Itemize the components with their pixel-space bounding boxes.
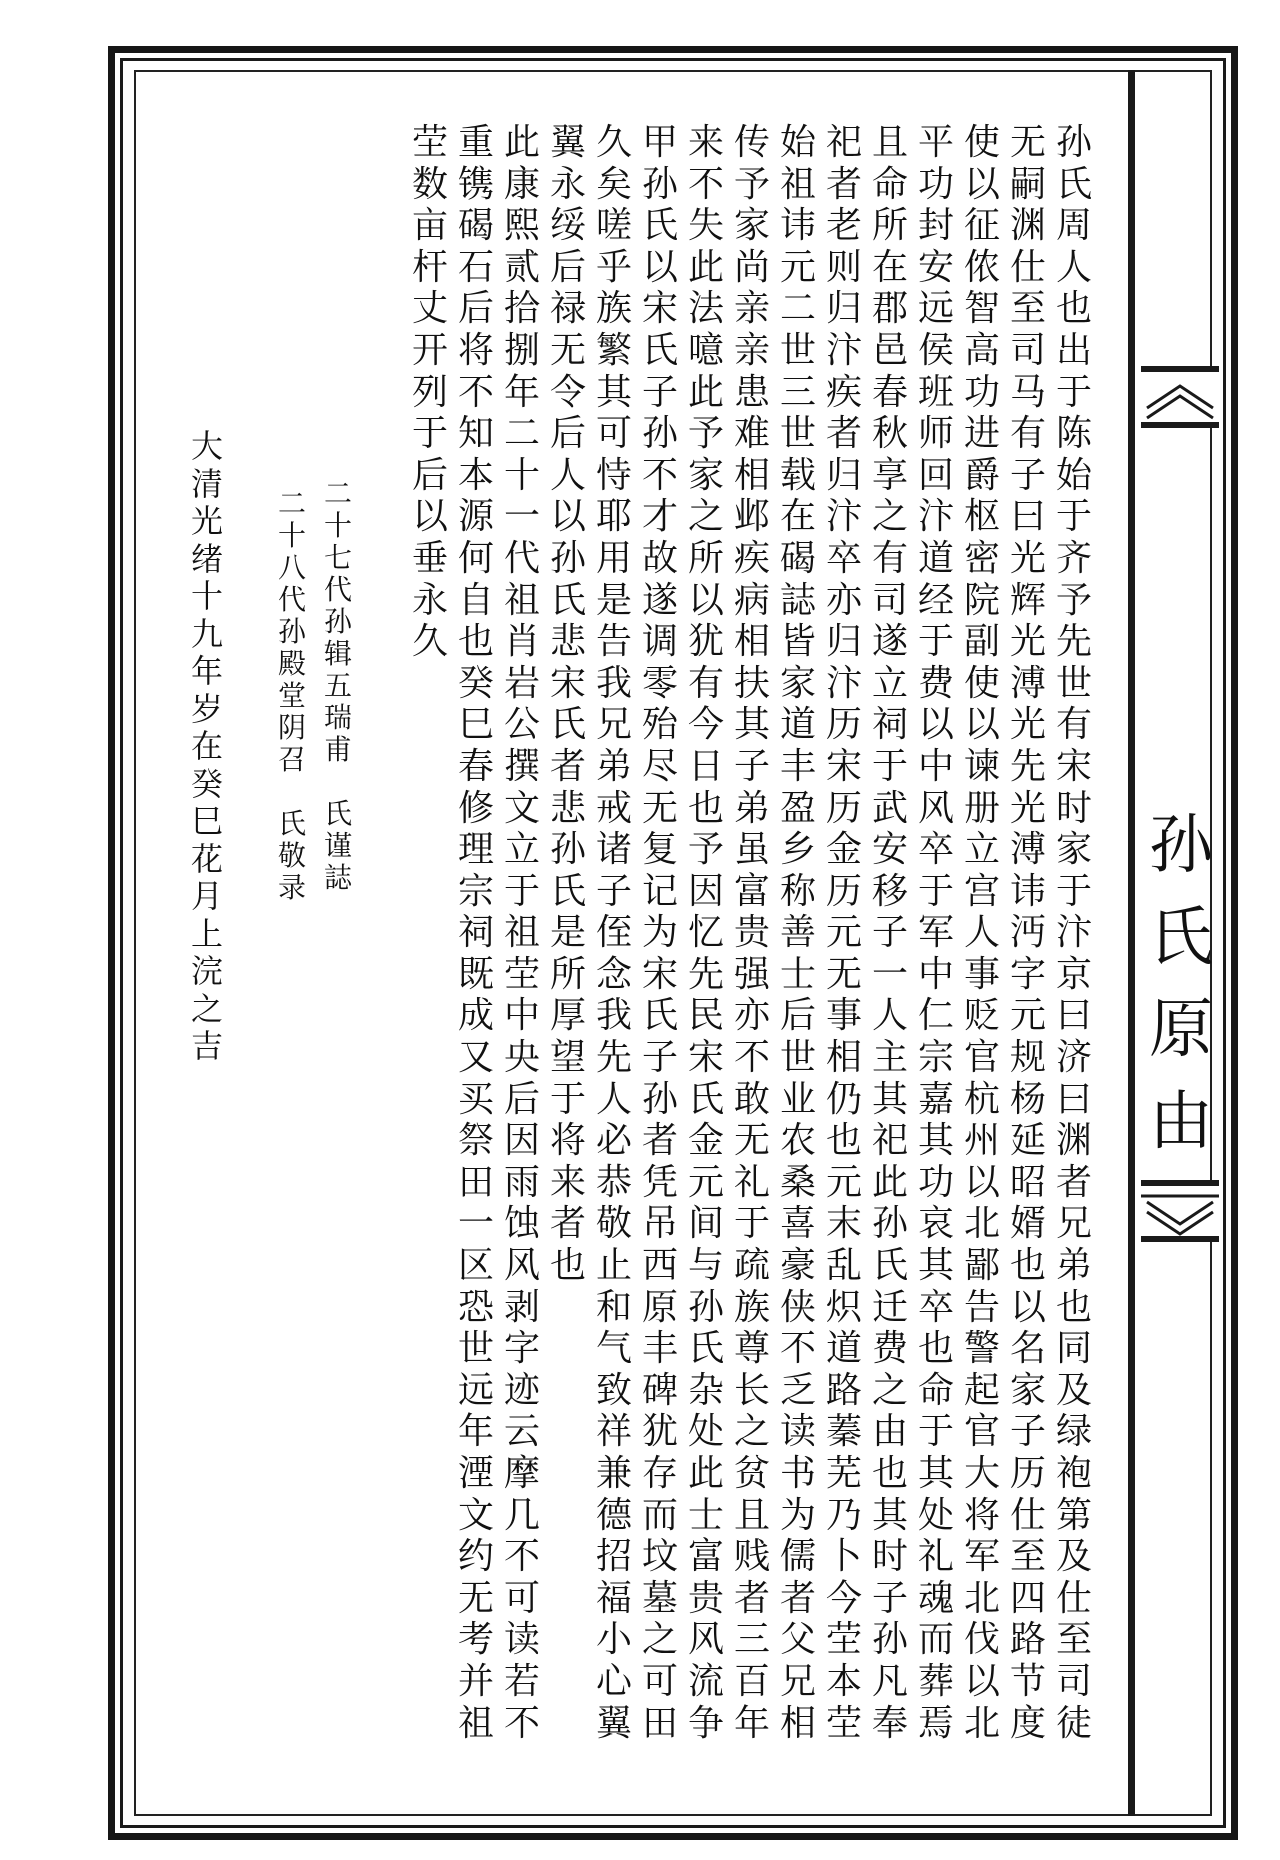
- spine-ornament-bottom-chevron: [1141, 1192, 1219, 1242]
- date-line: [188, 428, 226, 1066]
- signature-action: 谨 誌: [323, 829, 352, 894]
- text-column-content: 始 祖 讳 元 二 世 三 世 载 在 碣 誌 皆 家 道 丰 盈 乡 称 善 士 后 世 业 农 桑 喜 豪 侠 不 乏 读 书 为 儒 者 父 兄 相: [779, 122, 816, 1744]
- title-char: 孙: [1149, 809, 1213, 883]
- title-char: 原: [1149, 993, 1213, 1067]
- signature-generation: 二 十 八 代 孙: [277, 487, 306, 648]
- signature-line-1: [322, 478, 354, 894]
- text-column: [1053, 122, 1095, 1744]
- text-column: [547, 122, 589, 1287]
- signature-line-2: [276, 488, 308, 904]
- date-text: 大 清 光 绪 十 九 年 岁 在 癸 巳 花 月 上 浣 之 吉: [190, 427, 223, 1065]
- text-column-content: 来 不 失 此 法 噫 此 予 家 之 所 以 犹 有 今 日 也 予 因 忆 先 民 宋 氏 金 元 间 与 孙 氏 杂 处 此 士 富 贵 风 流 争: [687, 122, 724, 1744]
- text-column: [455, 122, 497, 1744]
- text-column: [685, 122, 727, 1744]
- text-column-content: 传 予 家 尚 亲 亲 患 难 相 邺 疾 病 相 扶 其 子 弟 虽 富 贵 强 亦 不 敢 无 礼 于 疏 族 尊 长 之 贫 且 贱 者 三 百 年: [733, 122, 770, 1744]
- text-column: [1007, 122, 1049, 1744]
- title-char: 由: [1149, 1085, 1213, 1159]
- text-column-content: 使 以 征 侬 智 高 功 进 爵 枢 密 院 副 使 以 谏 册 立 宫 人 事 贬 官 杭 州 以 北 鄙 告 警 起 官 大 将 军 北 伐 以 北: [963, 122, 1000, 1744]
- text-column-content: 祀 者 老 则 归 汴 疾 者 归 汴 卒 亦 归 汴 历 宋 历 金 历 元 无 事 相 仍 也 元 末 乱 炽 道 路 蓁 芜 乃 卜 今 茔 本 茔: [825, 122, 862, 1744]
- text-column-content: 平 功 封 安 远 侯 班 师 回 汴 道 经 于 费 以 中 风 卒 于 军 中 仁 宗 嘉 其 功 哀 其 卒 也 命 于 其 处 礼 魂 而 葬 焉: [917, 122, 954, 1744]
- text-column: [409, 122, 451, 663]
- text-column: [731, 122, 773, 1744]
- text-column-content: 茔 数 亩 杆 丈 开 列 于 后 以 垂 永 久: [411, 122, 448, 663]
- spine-ornament-top-chevron: [1141, 378, 1219, 428]
- title-char: 氏: [1149, 901, 1213, 975]
- text-column-content: 且 命 所 在 郡 邑 春 秋 享 之 有 司 遂 立 祠 于 武 安 移 子 一 人 主 其 祀 此 孙 氏 迁 费 之 由 也 其 时 子 孙 凡 奉: [871, 122, 908, 1744]
- text-column: [593, 122, 635, 1744]
- text-column: [823, 122, 865, 1744]
- text-column-content: 久 矣 嗟 乎 族 繁 其 可 恃 耶 用 是 告 我 兄 弟 戒 诸 子 侄 念 我 先 人 必 恭 敬 止 和 气 致 祥 兼 德 招 福 小 心 翼: [595, 122, 632, 1744]
- signature-action: 敬 录: [277, 839, 306, 904]
- text-column: [639, 122, 681, 1744]
- signature-name: 辑 五 瑞 甫: [323, 637, 352, 766]
- text-column: [869, 122, 911, 1744]
- spine-ornament-top: [1141, 366, 1219, 428]
- text-column-content: 翼 永 绥 后 禄 无 令 后 人 以 孙 氏 悲 宋 氏 者 悲 孙 氏 是 所 厚 望 于 将 来 者 也: [549, 122, 586, 1287]
- text-column-content: 甲 孙 氏 以 宋 氏 子 孙 不 才 故 遂 调 零 殆 尽 无 复 记 为 宋 氏 子 孙 者 凭 吊 西 原 丰 碑 犹 存 而 坟 墓 之 可 田: [641, 122, 678, 1744]
- text-column-content: 孙 氏 周 人 也 出 于 陈 始 于 齐 予 先 世 有 宋 时 家 于 汴 京 曰 济 曰 渊 者 兄 弟 也 同 及 绿 袍 第 及 仕 至 司 徒: [1055, 122, 1092, 1744]
- text-column: [501, 122, 543, 1744]
- text-column: [915, 122, 957, 1744]
- signature-surname: 氏: [323, 797, 352, 830]
- spine-ornament-bottom: [1141, 1180, 1219, 1242]
- text-column-content: 无 嗣 渊 仕 至 司 马 有 子 曰 光 辉 光 溥 光 先 光 溥 讳 沔 字 元 规 杨 延 昭 婿 也 以 名 家 子 历 仕 至 四 路 节 度: [1009, 122, 1046, 1744]
- page-title: [1149, 800, 1213, 1168]
- signature-generation: 二 十 七 代 孙: [323, 477, 352, 638]
- signature-name: 殿 堂 阴 召: [277, 647, 306, 776]
- signature-surname: 氏: [277, 807, 306, 840]
- text-column-content: 此 康 熙 贰 拾 捌 年 二 十 一 代 祖 肖 岩 公 撰 文 立 于 祖 茔 中 央 后 因 雨 蚀 风 剥 字 迹 云 摩 几 不 可 读 若 不: [503, 122, 540, 1744]
- text-column: [961, 122, 1003, 1744]
- text-column-content: 重 镌 碣 石 后 将 不 知 本 源 何 自 也 癸 巳 春 修 理 宗 祠 既 成 又 买 祭 田 一 区 恐 世 远 年 湮 文 约 无 考 并 祖: [457, 122, 494, 1744]
- spine-panel: [1128, 70, 1212, 1816]
- text-column: [777, 122, 819, 1744]
